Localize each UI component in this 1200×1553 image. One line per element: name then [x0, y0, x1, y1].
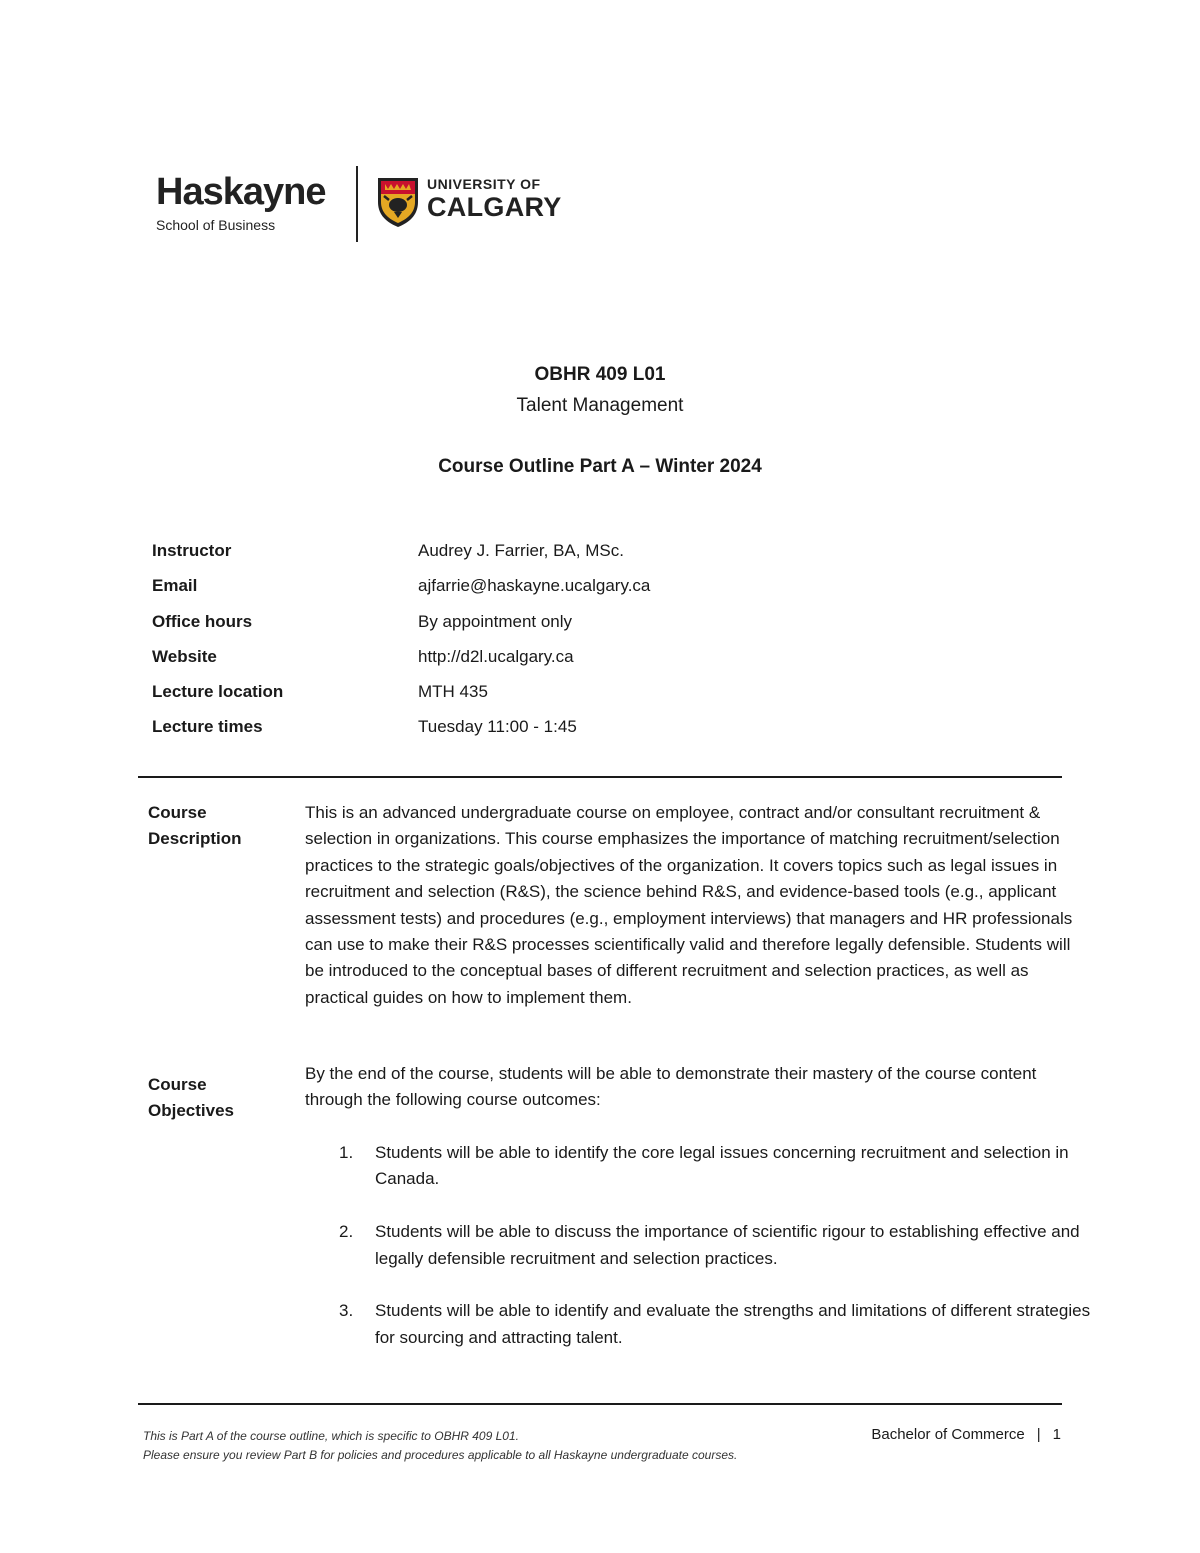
course-objectives-label — [148, 1072, 288, 1125]
calgary-text: CALGARY — [427, 192, 562, 222]
info-label: Website — [152, 646, 217, 666]
university-of-text: UNIVERSITY OF — [427, 176, 541, 192]
info-label: Email — [152, 576, 198, 596]
info-label: Office hours — [152, 611, 253, 631]
course-description-label — [148, 800, 288, 853]
haskayne-wordmark: Haskayne — [156, 171, 326, 213]
university-wordmark — [427, 176, 562, 222]
info-row-office-hours — [152, 609, 952, 644]
list-item — [305, 1298, 1095, 1351]
course-code: OBHR 409 L01 — [534, 364, 666, 385]
info-row-website — [152, 644, 952, 679]
university-of-calgary-logo — [376, 174, 586, 230]
section-divider-bottom — [138, 1403, 1062, 1405]
info-label: Lecture times — [152, 717, 263, 737]
list-item-text: Students will be able to identify and evaluate the strengths and limitations of different strategies for sourcing and attracting talent. — [375, 1301, 1091, 1347]
footer-page-info — [871, 1425, 1061, 1445]
info-row-lecture-location — [152, 679, 952, 714]
info-value: By appointment only — [418, 611, 573, 631]
course-info-table — [152, 538, 952, 750]
page-number: 1 — [1052, 1426, 1061, 1443]
objectives-list — [305, 1140, 1095, 1378]
footer-separator: | — [1036, 1426, 1041, 1443]
course-description-text: This is an advanced undergraduate course on employee, contract and/or consultant recruitment & selection in organizations. This course emphasizes the importance of matching recruitment/selection practices to the strategic goals/objectives of the organization. It covers topics such as legal issues in recruitment and selection (R&S), the science behind R&S, and evidence-based tools (e.g., applicant assessment tests) and procedures (e.g., employment interviews) that managers and HR professionals can use to make their R&S processes scientifically valid and therefore legally defensible. Students will be introduced to the conceptual bases of different recruitment and selection practices, as well as practical guides on how to implement them. — [305, 803, 1073, 1007]
info-value: Tuesday 11:00 - 1:45 — [418, 717, 577, 737]
list-item-number: 1. — [339, 1143, 354, 1162]
info-row-instructor — [152, 538, 952, 573]
haskayne-logo — [156, 170, 346, 234]
footer-note — [143, 1427, 863, 1465]
info-value: MTH 435 — [418, 682, 488, 702]
label-line: Objectives — [148, 1101, 234, 1121]
logo-divider — [356, 166, 358, 242]
label-line: Description — [148, 829, 242, 849]
info-label: Lecture location — [152, 682, 284, 702]
info-label: Instructor — [152, 541, 232, 560]
outline-title: Course Outline Part A – Winter 2024 — [438, 456, 762, 477]
list-item-text: Students will be able to identify the core legal issues concerning recruitment and selection in Canada. — [375, 1143, 1069, 1189]
course-name: Talent Management — [516, 395, 684, 416]
email-link[interactable]: ajfarrie@haskayne.ucalgary.ca — [418, 576, 651, 596]
info-value: Audrey J. Farrier, BA, MSc. — [418, 541, 624, 560]
footer-note-line: Please ensure you review Part B for policies and procedures applicable to all Haskayne undergraduate courses. — [143, 1448, 738, 1462]
program-name: Bachelor of Commerce — [871, 1426, 1025, 1443]
course-objectives-intro: By the end of the course, students will be able to demonstrate their mastery of the course content through the following course outcomes: — [305, 1064, 1037, 1110]
list-item — [305, 1219, 1095, 1272]
section-divider-top — [138, 776, 1062, 778]
list-item — [305, 1140, 1095, 1193]
haskayne-subtitle: School of Business — [156, 217, 276, 233]
list-item-number: 3. — [339, 1301, 354, 1321]
label-line: Course — [148, 1075, 207, 1094]
crest-icon — [376, 176, 420, 228]
info-row-lecture-times — [152, 714, 952, 749]
list-item-number: 2. — [339, 1222, 354, 1242]
label-line: Course — [148, 803, 207, 822]
footer-note-line: This is Part A of the course outline, which is specific to OBHR 409 L01. — [143, 1429, 519, 1443]
website-link[interactable]: http://d2l.ucalgary.ca — [418, 646, 574, 666]
list-item-text: Students will be able to discuss the importance of scientific rigour to establishing effective and legally defensible recruitment and selection practices. — [375, 1222, 1080, 1268]
info-row-email — [152, 573, 952, 608]
